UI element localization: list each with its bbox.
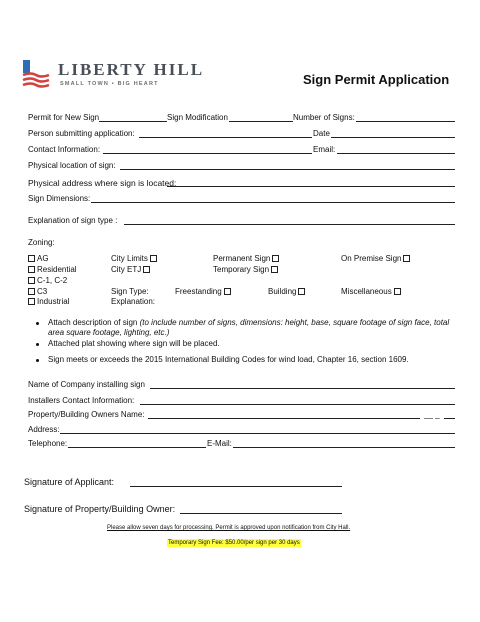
zoning-industrial[interactable]: Industrial [28, 297, 69, 307]
sign-type-label: Sign Type: [111, 287, 149, 296]
installer-email-field[interactable] [233, 447, 455, 448]
bullet-icon [36, 343, 39, 346]
address-field[interactable] [60, 433, 455, 434]
person-label: Person submitting application: [28, 129, 135, 138]
checkbox-icon[interactable] [150, 255, 157, 262]
zoning-c3[interactable]: C3 [28, 287, 47, 297]
temporary-sign-option[interactable]: Temporary Sign [213, 265, 280, 275]
email-field[interactable] [337, 153, 455, 154]
owners-name-field[interactable] [148, 418, 420, 419]
building-option[interactable]: Building [268, 287, 307, 297]
contact-field[interactable] [103, 153, 312, 154]
bullet-wind-load: Sign meets or exceeds the 2015 International Building Codes for wind load, Chapter 16, section 1609. [48, 355, 409, 364]
zoning-label: Zoning: [28, 238, 55, 247]
page-title: Sign Permit Application [303, 72, 450, 87]
address-label: Address: [28, 425, 60, 434]
zoning-residential[interactable]: Residential [28, 265, 77, 275]
applicant-signature-field[interactable] [130, 486, 342, 487]
date-label: Date [313, 129, 330, 138]
explanation-type-field[interactable] [124, 224, 455, 225]
checkbox-icon[interactable] [28, 255, 35, 262]
misc-option[interactable]: Miscellaneous [341, 287, 403, 297]
permanent-sign-option[interactable]: Permanent Sign [213, 254, 281, 264]
logo-flag-icon [22, 59, 50, 91]
checkbox-icon[interactable] [224, 288, 231, 295]
city-etj-option[interactable]: City ETJ [111, 265, 152, 275]
bullet-icon [36, 322, 39, 325]
checkbox-icon[interactable] [28, 266, 35, 273]
owner-signature-field[interactable] [180, 513, 342, 514]
zoning-c1c2[interactable]: C-1, C-2 [28, 276, 67, 286]
dimensions-field[interactable] [91, 202, 455, 203]
freestanding-option[interactable]: Freestanding [175, 287, 233, 297]
applicant-signature-label: Signature of Applicant: [24, 477, 115, 487]
temporary-fee-note: Temporary Sign Fee: $50.00/per sign per 30 days [168, 540, 300, 546]
telephone-label: Telephone: [28, 439, 68, 448]
installer-email-label: E-Mail: [207, 439, 232, 448]
checkbox-icon[interactable] [28, 277, 35, 284]
processing-note: Please allow seven days for processing. Permit is approved upon notification from City Hall. [107, 525, 351, 531]
person-field[interactable] [139, 137, 312, 138]
bullet-plat: Attached plat showing where sign will be placed. [48, 339, 220, 348]
num-signs-field[interactable] [356, 121, 455, 122]
checkbox-icon[interactable] [28, 288, 35, 295]
explanation-type-label: Explanation of sign type : [28, 216, 118, 225]
installer-contact-field[interactable] [140, 404, 455, 405]
logo-name: LIBERTY HILL [58, 60, 205, 79]
checkbox-icon[interactable] [28, 298, 35, 305]
checkbox-icon[interactable] [143, 266, 150, 273]
installer-contact-label: Installers Contact Information: [28, 396, 135, 405]
city-limits-option[interactable]: City Limits [111, 254, 159, 264]
email-label: Email: [313, 145, 336, 154]
zoning-ag[interactable]: AG [28, 254, 49, 264]
sign-mod-label: Sign Modification [167, 113, 228, 122]
permit-new-label: Permit for New Sign [28, 113, 100, 122]
checkbox-icon[interactable] [394, 288, 401, 295]
physical-location-field[interactable] [120, 169, 455, 170]
owners-name-mark: __ _ [424, 410, 440, 419]
telephone-field[interactable] [68, 447, 206, 448]
owner-signature-label: Signature of Property/Building Owner: [24, 504, 176, 514]
contact-label: Contact Information: [28, 145, 101, 154]
num-signs-label: Number of Signs: [293, 113, 355, 122]
physical-address-label: Physical address where sign is located: [28, 178, 177, 188]
on-premise-option[interactable]: On Premise Sign [341, 254, 412, 264]
sign-mod-field[interactable] [229, 121, 293, 122]
bullet-attach-description-cont: area square footage, lighting, etc.) [48, 328, 170, 337]
bullet-attach-description: Attach description of sign (to include number of signs, dimensions: height, base, square footage of sign face, total [48, 318, 450, 327]
checkbox-icon[interactable] [271, 266, 278, 273]
checkbox-icon[interactable] [272, 255, 279, 262]
company-field[interactable] [150, 388, 455, 389]
checkbox-icon[interactable] [298, 288, 305, 295]
dimensions-label: Sign Dimensions: [28, 194, 91, 203]
owners-name-label: Property/Building Owners Name: [28, 410, 145, 419]
physical-location-label: Physical location of sign: [28, 161, 116, 170]
explanation-label: Explanation: [111, 297, 156, 306]
logo-tagline: SMALL TOWN • BIG HEART [60, 81, 159, 87]
company-label: Name of Company installing sign [28, 380, 145, 389]
physical-address-field[interactable] [167, 186, 455, 187]
date-field[interactable] [331, 137, 455, 138]
permit-new-field[interactable] [99, 121, 167, 122]
bullet-icon [36, 359, 39, 362]
owners-name-field-end [444, 418, 455, 419]
checkbox-icon[interactable] [403, 255, 410, 262]
